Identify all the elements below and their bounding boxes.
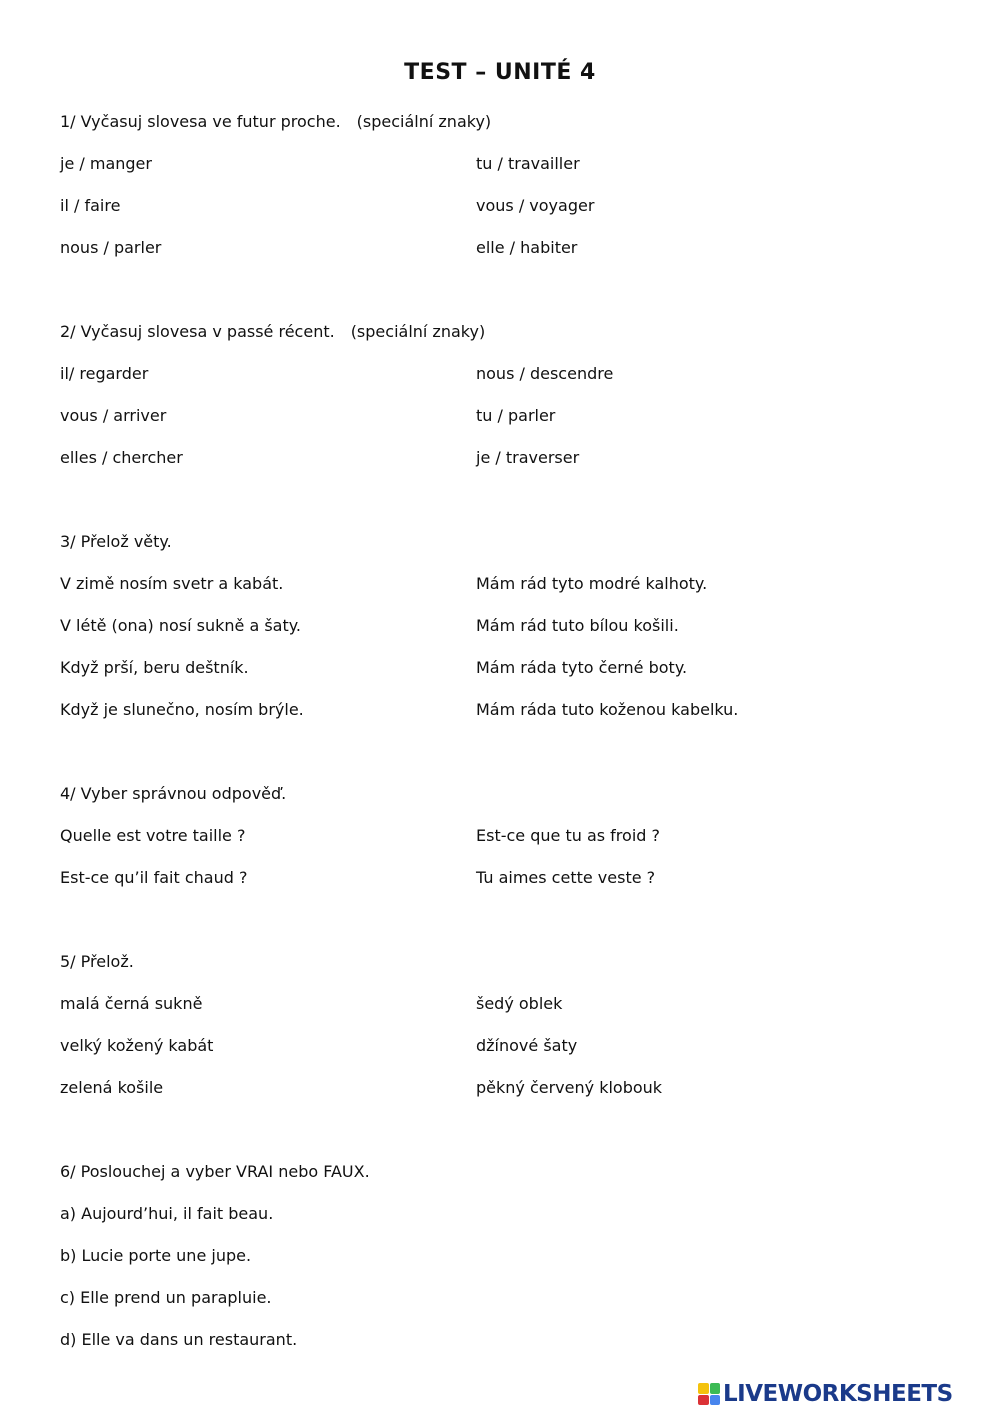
exercise-item: elles / chercher xyxy=(60,448,183,467)
exercise-item: džínové šaty xyxy=(476,1036,578,1055)
exercise-item: pěkný červený klobouk xyxy=(476,1078,663,1097)
liveworksheets-logo[interactable] xyxy=(698,1381,953,1407)
exercise-item: il / faire xyxy=(60,196,121,215)
section-hint: (speciální znaky) xyxy=(350,322,486,341)
exercise-item: nous / parler xyxy=(60,238,162,257)
section-2-heading xyxy=(60,322,485,342)
exercise-item: Když prší, beru deštník. xyxy=(60,658,249,677)
section-hint: (speciální znaky) xyxy=(356,112,492,131)
exercise-item: tu / travailler xyxy=(476,154,580,173)
logo-square xyxy=(698,1395,709,1406)
exercise-item: vous / voyager xyxy=(476,196,595,215)
exercise-item: malá černá sukně xyxy=(60,994,203,1013)
exercise-item: Mám ráda tyto černé boty. xyxy=(476,658,688,677)
exercise-item: vous / arriver xyxy=(60,406,167,425)
listening-item: b) Lucie porte une jupe. xyxy=(60,1246,252,1265)
listening-item: d) Elle va dans un restaurant. xyxy=(60,1330,298,1349)
section-1-heading xyxy=(60,112,491,132)
exercise-item: Est-ce que tu as froid ? xyxy=(476,826,660,845)
section-heading-text: 2/ Vyčasuj slovesa v passé récent. xyxy=(60,322,335,341)
exercise-item: Když je slunečno, nosím brýle. xyxy=(60,700,304,719)
logo-square xyxy=(710,1395,721,1406)
listening-item: a) Aujourd’hui, il fait beau. xyxy=(60,1204,274,1223)
exercise-item: elle / habiter xyxy=(476,238,578,257)
logo-square xyxy=(710,1383,721,1394)
logo-square xyxy=(698,1383,709,1394)
exercise-item: je / traverser xyxy=(476,448,580,467)
section-3-heading: 3/ Přelož věty. xyxy=(60,532,172,551)
exercise-item: zelená košile xyxy=(60,1078,164,1097)
exercise-item: V létě (ona) nosí sukně a šaty. xyxy=(60,616,302,635)
section-5-heading: 5/ Přelož. xyxy=(60,952,134,971)
liveworksheets-logo-icon xyxy=(698,1383,720,1405)
exercise-item: tu / parler xyxy=(476,406,556,425)
exercise-item: Quelle est votre taille ? xyxy=(60,826,246,845)
exercise-item: Mám rád tyto modré kalhoty. xyxy=(476,574,708,593)
exercise-item: Mám rád tuto bílou košili. xyxy=(476,616,679,635)
section-6-heading: 6/ Poslouchej a vyber VRAI nebo FAUX. xyxy=(60,1162,370,1181)
exercise-item: velký kožený kabát xyxy=(60,1036,214,1055)
exercise-item: Tu aimes cette veste ? xyxy=(476,868,656,887)
page-title: TEST – UNITÉ 4 xyxy=(404,60,596,85)
exercise-item: nous / descendre xyxy=(476,364,614,383)
exercise-item: šedý oblek xyxy=(476,994,563,1013)
exercise-item: V zimě nosím svetr a kabát. xyxy=(60,574,284,593)
exercise-item: Est-ce qu’il fait chaud ? xyxy=(60,868,248,887)
exercise-item: je / manger xyxy=(60,154,152,173)
exercise-item: il/ regarder xyxy=(60,364,149,383)
logo-text: LIVEWORKSHEETS xyxy=(723,1381,953,1407)
section-4-heading: 4/ Vyber správnou odpověď. xyxy=(60,784,287,803)
section-heading-text: 1/ Vyčasuj slovesa ve futur proche. xyxy=(60,112,341,131)
exercise-item: Mám ráda tuto koženou kabelku. xyxy=(476,700,739,719)
listening-item: c) Elle prend un parapluie. xyxy=(60,1288,272,1307)
